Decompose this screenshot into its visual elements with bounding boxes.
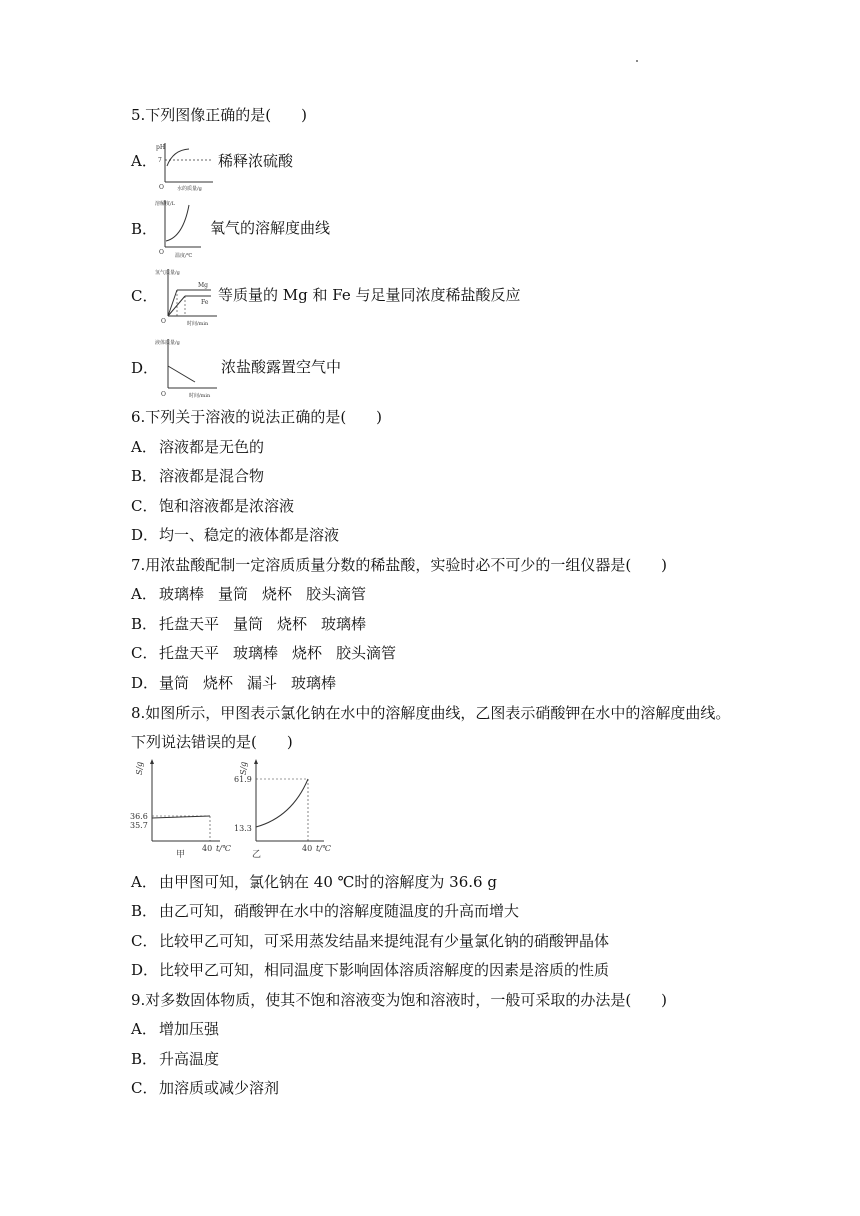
q5-option-b-graph bbox=[153, 197, 203, 259]
jia-name: 甲 bbox=[176, 850, 186, 860]
q5d-y-label: 液体质量/g bbox=[155, 340, 180, 346]
question-7-stem: 7.用浓盐酸配制一定溶质质量分数的稀盐酸，实验时必不可少的一组仪器是( ) bbox=[131, 556, 668, 574]
q6-option-a: A． 溶液都是无色的 bbox=[131, 438, 265, 456]
q5c-x-label: 时间/min bbox=[187, 321, 209, 327]
q5c-origin: O bbox=[161, 318, 166, 325]
q5b-origin: O bbox=[159, 249, 164, 256]
q5a-y-label: pH bbox=[156, 144, 166, 151]
yi-name: 乙 bbox=[252, 850, 262, 860]
yi-x-tick: 40 bbox=[302, 844, 313, 853]
page-mark bbox=[636, 60, 638, 62]
q5a-y-tick: 7 bbox=[158, 157, 162, 164]
q5c-series-fe: Fe bbox=[201, 299, 209, 306]
yi-tick-high: 61.9 bbox=[234, 775, 252, 784]
yi-y-label: S/g bbox=[239, 761, 248, 775]
q5d-x-label: 时间/min bbox=[189, 393, 211, 399]
q6-option-c: C． 饱和溶液都是浓溶液 bbox=[131, 497, 295, 515]
q5c-series-mg: Mg bbox=[198, 282, 208, 289]
q6-option-b: B． 溶液都是混合物 bbox=[131, 467, 265, 485]
jia-tick-high: 36.6 bbox=[130, 812, 148, 821]
question-9-stem: 9.对多数固体物质，使其不饱和溶液变为饱和溶液时，一般可采取的办法是( ) bbox=[131, 991, 668, 1009]
q5b-y-label: 溶解度/L bbox=[155, 201, 176, 207]
q6-option-d: D．均一、稳定的液体都是溶液 bbox=[131, 526, 340, 544]
q7-option-c: C． 托盘天平 玻璃棒 烧杯 胶头滴管 bbox=[131, 644, 397, 662]
q8-figure-jia bbox=[128, 757, 238, 863]
q8-option-d: D．比较甲乙可知，相同温度下影响固体溶质溶解度的因素是溶质的性质 bbox=[131, 961, 610, 979]
yi-tick-low: 13.3 bbox=[234, 824, 252, 833]
question-8-stem-line-2: 下列说法错误的是( ) bbox=[131, 733, 293, 751]
q5a-x-label: 水的质量/g bbox=[177, 186, 202, 192]
q5-option-c-graph bbox=[153, 266, 219, 328]
q5b-x-label: 温度/℃ bbox=[175, 253, 193, 259]
jia-y-label: S/g bbox=[135, 761, 144, 775]
q5-option-b-letter: B． bbox=[131, 220, 158, 238]
q5-option-b-caption: 氧气的溶解度曲线 bbox=[210, 219, 331, 237]
q5-option-d-letter: D． bbox=[131, 359, 159, 377]
q5-option-d-graph bbox=[153, 336, 219, 400]
q5d-origin: O bbox=[161, 391, 166, 398]
q9-option-a: A． 增加压强 bbox=[131, 1020, 220, 1038]
question-6-stem: 6.下列关于溶液的说法正确的是( ) bbox=[131, 408, 383, 426]
q9-option-b: B． 升高温度 bbox=[131, 1050, 220, 1068]
q5c-y-label: 氢气质量/g bbox=[155, 270, 180, 276]
jia-tick-low: 35.7 bbox=[130, 821, 148, 830]
q9-option-c: C． 加溶质或减少溶剂 bbox=[131, 1079, 280, 1097]
q8-option-b: B． 由乙可知，硝酸钾在水中的溶解度随温度的升高而增大 bbox=[131, 902, 520, 920]
q8-option-c: C． 比较甲乙可知，可采用蒸发结晶来提纯混有少量氯化钠的硝酸钾晶体 bbox=[131, 932, 610, 950]
q5-option-c-caption: 等质量的 Mg 和 Fe 与足量同浓度稀盐酸反应 bbox=[218, 286, 521, 304]
q5a-origin: O bbox=[159, 184, 164, 191]
q5-option-d-caption: 浓盐酸露置空气中 bbox=[221, 358, 342, 376]
q7-option-b: B． 托盘天平 量筒 烧杯 玻璃棒 bbox=[131, 615, 367, 633]
q8-option-a: A． 由甲图可知，氯化钠在 40 ℃时的溶解度为 36.6 g bbox=[131, 873, 497, 891]
q5-option-a-graph bbox=[153, 140, 215, 192]
jia-x-tick: 40 bbox=[202, 844, 213, 853]
q5-option-c-letter: C． bbox=[131, 287, 158, 305]
q5-option-a-letter: A． bbox=[131, 152, 157, 170]
q7-option-a: A． 玻璃棒 量筒 烧杯 胶头滴管 bbox=[131, 585, 367, 603]
q5-option-a-caption: 稀释浓硫酸 bbox=[218, 152, 294, 170]
q8-figure-yi bbox=[232, 757, 342, 863]
question-8-stem-line-1: 8.如图所示，甲图表示氯化钠在水中的溶解度曲线，乙图表示硝酸钾在水中的溶解度曲线。 bbox=[131, 704, 731, 722]
jia-x-label: t/℃ bbox=[216, 844, 231, 853]
question-5-stem: 5.下列图像正确的是( ) bbox=[131, 106, 308, 124]
yi-x-label: t/℃ bbox=[316, 844, 331, 853]
q7-option-d: D．量筒 烧杯 漏斗 玻璃棒 bbox=[131, 674, 337, 692]
